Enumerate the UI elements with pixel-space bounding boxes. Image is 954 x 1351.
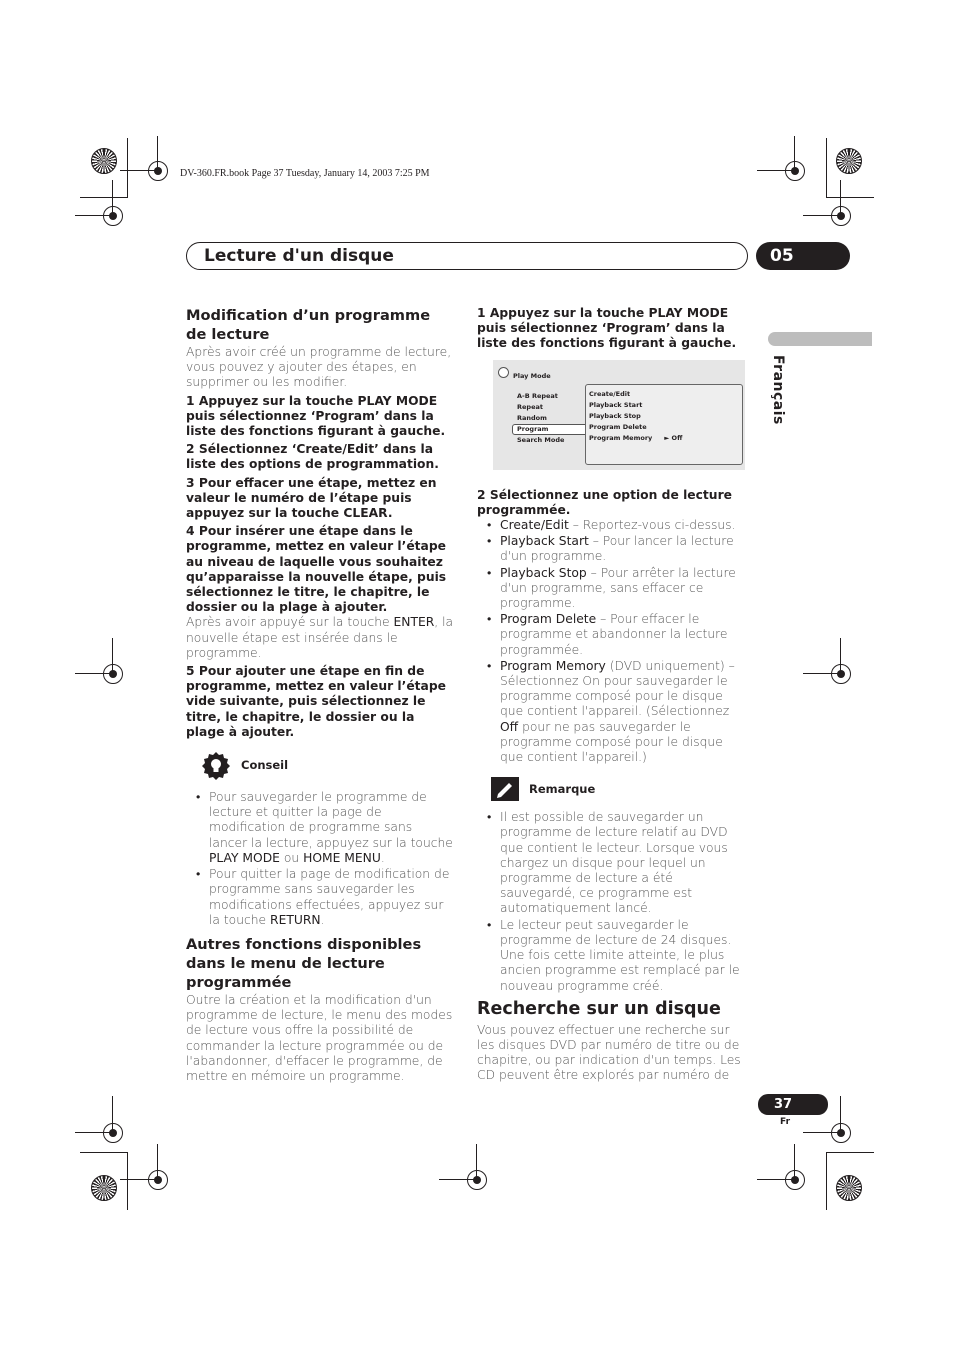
screen-title: Play Mode xyxy=(513,371,551,380)
list-item: • Create/Edit – Reportez-vous ci-dessus. xyxy=(500,518,745,533)
crosshair-icon xyxy=(785,161,805,181)
step-4: 4 Pour insérer une étape dans le programme, mettez en valeur l’étape au niveau de laquelle vous souhaitez qu’apparaisse la nouvelle étape, puis sélectionnez le titre, le chapitre, le dossier ou la plage à ajouter. xyxy=(186,524,447,615)
book-info: DV-360.FR.book Page 37 Tuesday, January 14, 2003 7:25 PM xyxy=(180,168,430,179)
crosshair-icon xyxy=(103,664,123,684)
intro-text: Après avoir créé un programme de lecture, vous pouvez y ajouter des étapes, en supprimer ou les modifier. xyxy=(186,345,452,390)
note-list xyxy=(477,810,745,993)
play-mode-screen xyxy=(493,360,745,470)
menu-item[interactable]: Repeat xyxy=(517,402,543,411)
tip-list xyxy=(186,790,454,928)
option-item[interactable]: Playback Stop xyxy=(589,411,641,420)
option-item[interactable]: Program Memory ► Off xyxy=(589,433,683,442)
list-item: • Le lecteur peut sauvegarder le programme de lecture de 24 disques. Une fois cette limite atteinte, le plus ancien programme est remplacé par le nouveau programme créé. xyxy=(500,918,745,994)
memory-value: ► Off xyxy=(664,433,683,442)
list-item: • Pour quitter la page de modification de programme sans sauvegarder les modifications effectuées, appuyez sur la touche RETURN. xyxy=(209,867,454,928)
crosshair-icon xyxy=(831,664,851,684)
body-text: Vous pouvez effectuer une recherche sur les disques DVD par numéro de titre ou de chapitre, ou par indication d'un temps. Les CD peuvent être explorés par numéro de xyxy=(477,1022,741,1083)
note-title: Remarque xyxy=(529,781,596,796)
crosshair-icon xyxy=(103,1123,123,1143)
left-column xyxy=(186,306,454,1087)
page-number: 37 xyxy=(758,1094,828,1115)
step-3: 3 Pour effacer une étape, mettez en valeur le numéro de l’étape puis appuyez sur la touche CLEAR. xyxy=(186,475,437,521)
step-2: 2 Sélectionnez une option de lecture programmée. xyxy=(477,487,732,517)
list-item: • Program Delete – Pour effacer le programme et abandonner la lecture programmée. xyxy=(500,612,745,658)
option-list xyxy=(477,518,745,765)
crosshair-icon xyxy=(148,1170,168,1190)
section-heading: Recherche sur un disque xyxy=(477,998,721,1019)
right-column xyxy=(477,306,745,1087)
note-header xyxy=(491,777,745,801)
crosshair-icon xyxy=(467,1170,487,1190)
step-4-detail: Après avoir appuyé sur la touche ENTER, la nouvelle étape est insérée dans le programme. xyxy=(186,615,454,660)
crosshair-icon xyxy=(785,1170,805,1190)
body-text: Outre la création et la modification d'un programme de lecture, le menu des modes de lecture vous offre la possibilité de commander la lecture programmée ou de l'abandonner, d'effacer le programme, de mettre en mémoire un programme. xyxy=(186,992,453,1083)
step-1: 1 Appuyez sur la touche PLAY MODE puis sélectionnez ‘Program’ dans la liste des fonctions figurant à gauche. xyxy=(186,393,446,439)
tip-title: Conseil xyxy=(241,758,289,773)
crosshair-icon xyxy=(831,206,851,226)
language-tab xyxy=(768,332,872,346)
menu-item[interactable]: Random xyxy=(517,413,547,422)
crosshair-icon xyxy=(831,1123,851,1143)
color-target-icon xyxy=(91,1175,117,1201)
tip-header xyxy=(201,751,454,781)
step-2: 2 Sélectionnez ‘Create/Edit’ dans la liste des options de programmation. xyxy=(186,442,439,472)
step-5: 5 Pour ajouter une étape en fin de programme, mettez en valeur l’étape vide suivante, puis sélectionnez le titre, le chapitre, le dossier ou la plage à ajouter. xyxy=(186,664,446,739)
list-item: • Il est possible de sauvegarder un programme de lecture relatif au DVD que contient le lecteur. Lorsque vous chargez un disque pour lequel un programme de lecture a été sauvegardé, ce programme est automatiquement lancé. xyxy=(500,810,745,916)
crosshair-icon xyxy=(148,161,168,181)
list-item: • Pour sauvegarder le programme de lecture et quitter la page de modification de programme sans lancer la lecture, appuyez sur la touche PLAY MODE ou HOME MENU. xyxy=(209,790,454,866)
color-target-icon xyxy=(91,148,117,174)
chapter-number: 05 xyxy=(756,242,850,270)
option-item[interactable]: Create/Edit xyxy=(589,389,631,398)
page-title: Lecture d'un disque xyxy=(204,246,394,266)
list-item: • Playback Start – Pour lancer la lecture d'un programme. xyxy=(500,534,745,564)
disc-icon xyxy=(498,367,509,378)
option-item[interactable]: Playback Start xyxy=(589,400,643,409)
menu-item-selected[interactable]: Program xyxy=(512,424,588,435)
page-language: Fr xyxy=(780,1117,791,1127)
lightbulb-icon xyxy=(201,751,231,781)
color-target-icon xyxy=(836,148,862,174)
list-item: • Program Memory (DVD uniquement) – Sélectionnez On pour sauvegarder le programme composé pour le disque que contient l'appareil. (Sélectionnez Off pour ne pas sauvegarder le programme composé pour le disque que contient l'appareil.) xyxy=(500,659,745,765)
function-list xyxy=(517,391,588,446)
list-item: • Playback Stop – Pour arrêter la lecture d'un programme, sans effacer ce programme. xyxy=(500,566,745,612)
section-heading: Modification d’un programme de lecture xyxy=(186,307,431,343)
menu-item[interactable]: A-B Repeat xyxy=(517,391,558,400)
option-item[interactable]: Program Delete xyxy=(589,422,647,431)
language-label: Français xyxy=(770,355,786,425)
option-list xyxy=(585,384,743,465)
step-1: 1 Appuyez sur la touche PLAY MODE puis sélectionnez ‘Program’ dans la liste des fonctions figurant à gauche. xyxy=(477,306,737,351)
section-heading: Autres fonctions disponibles dans le menu de lecture programmée xyxy=(186,935,422,991)
menu-item[interactable]: Search Mode xyxy=(517,435,565,444)
pencil-note-icon xyxy=(491,777,519,801)
color-target-icon xyxy=(836,1175,862,1201)
crosshair-icon xyxy=(103,206,123,226)
